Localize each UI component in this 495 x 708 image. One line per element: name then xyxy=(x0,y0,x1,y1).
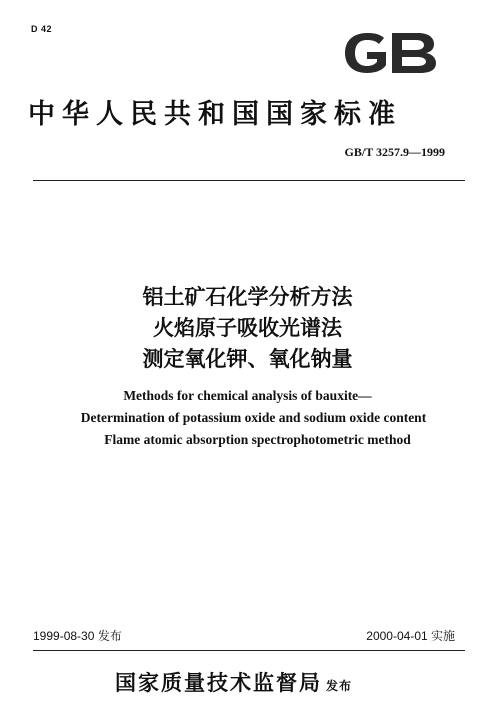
chinese-title-line-1: 铝土矿石化学分析方法 xyxy=(142,285,353,309)
publisher-name: 国家质量技术监督局 xyxy=(115,671,322,695)
footer-divider xyxy=(33,650,465,651)
english-title-line-2: Determination of potassium oxide and sodium oxide content xyxy=(80,410,427,425)
implementation-date: 2000-04-01 实施 xyxy=(366,629,455,643)
english-title-line-3: Flame atomic absorption spectrophotometric method xyxy=(104,432,411,447)
publisher-suffix: 发布 xyxy=(326,679,353,693)
gb-logo-text: GB xyxy=(340,30,342,31)
english-title-line-1: Methods for chemical analysis of bauxite— xyxy=(123,388,372,403)
gb-logo xyxy=(340,30,440,76)
chinese-title-line-2: 火焰原子吸收光谱法 xyxy=(153,316,342,340)
classification-code: D 42 xyxy=(31,24,53,34)
issue-date: 1999-08-30 发布 xyxy=(33,629,122,643)
chinese-title-line-3: 测定氧化钾、氧化钠量 xyxy=(142,347,353,371)
standard-number: GB/T 3257.9—1999 xyxy=(344,145,445,159)
standard-type-title: 中华人民共和国国家标准 xyxy=(28,99,402,130)
publisher xyxy=(115,667,352,697)
header-divider xyxy=(33,180,465,181)
